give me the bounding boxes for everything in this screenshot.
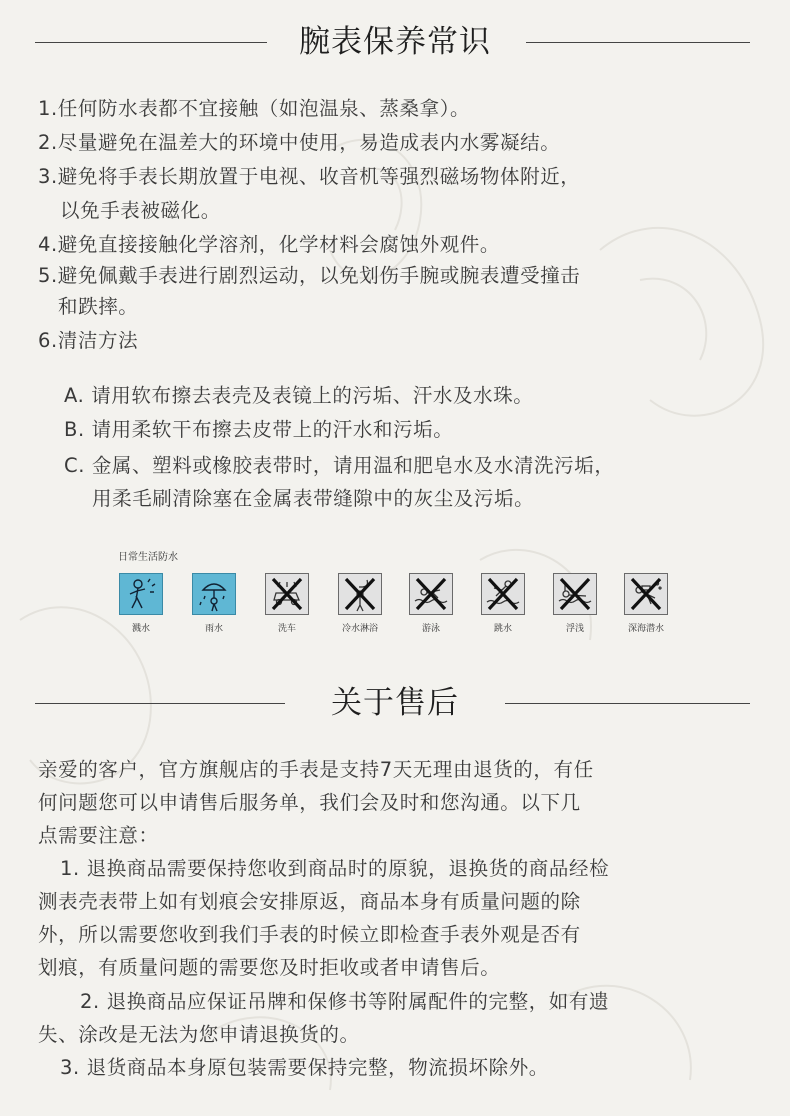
water-item-caption: 冷水淋浴	[341, 624, 378, 634]
after-sales-item-2-line-2: 失、涂改是无法为您申请退换货的。	[38, 1023, 360, 1046]
swimming-icon	[409, 573, 453, 615]
after-sales-item-1-line-3: 外，所以需要您收到我们手表的时候立即检查手表外观是否有	[38, 923, 581, 946]
care-line-5-continued: 和跌摔。	[58, 295, 139, 318]
water-item-caption: 洗车	[277, 624, 296, 634]
water-item-caption: 浮浅	[565, 624, 584, 634]
rain-icon	[192, 573, 236, 615]
care-line-3: 3.避免将手表长期放置于电视、收音机等强烈磁场物体附近，	[38, 165, 581, 188]
after-sales-item-1: 1. 退换商品需要保持您收到商品时的原貌，退换货的商品经检	[60, 857, 610, 880]
care-line-6: 6.清洁方法	[38, 329, 139, 352]
water-item-diving	[481, 573, 525, 634]
care-line-4: 4.避免直接接触化学溶剂，化学材料会腐蚀外观件。	[38, 233, 501, 256]
car-wash-icon	[265, 573, 309, 615]
after-sales-item-2: 2. 退换商品应保证吊牌和保修书等附属配件的完整，如有遗	[80, 990, 610, 1013]
water-item-swimming	[409, 573, 453, 634]
after-sales-item-3: 3. 退货商品本身原包装需要保持完整，物流损坏除外。	[60, 1056, 549, 1079]
care-section-title: 腕表保养常识	[299, 24, 491, 60]
shower-icon	[338, 573, 382, 615]
water-item-splash	[119, 573, 163, 634]
water-item-caption: 深海潜水	[627, 624, 664, 634]
after-sales-section-title: 关于售后	[331, 685, 459, 721]
diving-icon	[481, 573, 525, 615]
divider-line	[526, 42, 750, 43]
scuba-diving-icon	[624, 573, 668, 615]
water-item-caption: 跳水	[493, 624, 512, 634]
clean-method-c: C. 金属、塑料或橡胶表带时，请用温和肥皂水及水清洗污垢，	[64, 454, 615, 477]
water-item-scuba-diving	[624, 573, 668, 634]
water-resistance-label: 日常生活防水	[118, 552, 178, 563]
clean-method-b: B. 请用柔软干布擦去皮带上的汗水和污垢。	[64, 418, 454, 441]
snorkeling-icon	[553, 573, 597, 615]
after-sales-line-2: 何问题您可以申请售后服务单，我们会及时和您沟通。以下几	[38, 791, 581, 814]
water-item-car-wash	[265, 573, 309, 634]
clean-method-c-continued: 用柔毛刷清除塞在金属表带缝隙中的灰尘及污垢。	[92, 487, 535, 510]
clean-method-a: A. 请用软布擦去表壳及表镜上的污垢、汗水及水珠。	[64, 384, 534, 407]
water-item-caption: 雨水	[204, 624, 223, 634]
water-item-caption: 游泳	[421, 624, 440, 634]
care-line-1: 1.任何防水表都不宜接触（如泡温泉、蒸桑拿）。	[38, 97, 471, 120]
after-sales-item-1-line-4: 划痕，有质量问题的需要您及时拒收或者申请售后。	[38, 956, 501, 979]
after-sales-section-header	[0, 683, 790, 723]
after-sales-line-3: 点需要注意：	[38, 824, 159, 847]
after-sales-line-1: 亲爱的客户，官方旗舰店的手表是支持7天无理由退货的，有任	[38, 758, 594, 781]
care-section-header	[0, 22, 790, 62]
water-item-caption: 溅水	[131, 624, 150, 634]
care-line-2: 2.尽量避免在温差大的环境中使用，易造成表内水雾凝结。	[38, 131, 561, 154]
care-line-5: 5.避免佩戴手表进行剧烈运动，以免划伤手腕或腕表遭受撞击	[38, 264, 581, 287]
splash-icon	[119, 573, 163, 615]
after-sales-item-1-line-2: 测表壳表带上如有划痕会安排原返，商品本身有质量问题的除	[38, 890, 581, 913]
water-item-snorkeling	[553, 573, 597, 634]
divider-line	[505, 703, 750, 704]
water-item-shower	[338, 573, 382, 634]
care-line-3-continued: 以免手表被磁化。	[60, 199, 221, 222]
water-item-rain	[192, 573, 236, 634]
